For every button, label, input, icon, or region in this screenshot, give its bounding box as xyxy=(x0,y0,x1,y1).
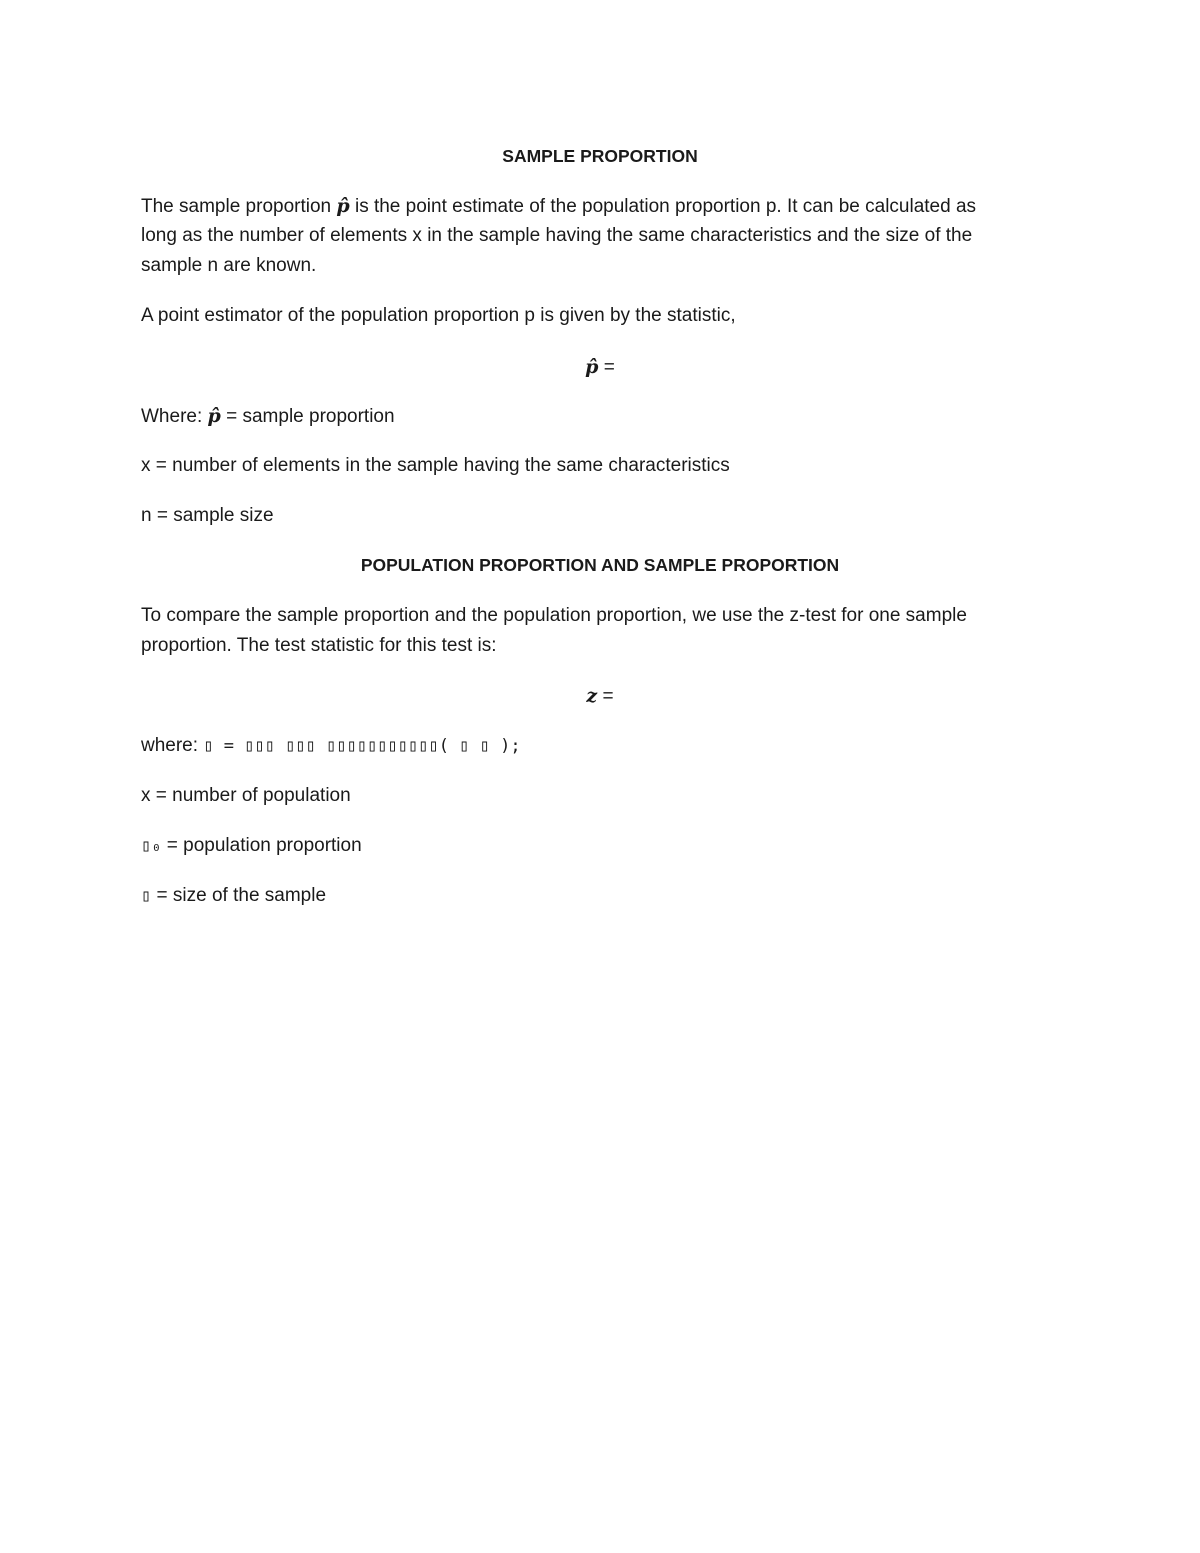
heading-sample-proportion: SAMPLE PROPORTION xyxy=(502,146,698,166)
formula-p-hat xyxy=(0,352,1200,383)
paragraph-intro-line-3: sample n are known. xyxy=(141,255,317,276)
definition-text: = sample proportion xyxy=(220,406,395,427)
definition-x: x = number of elements in the sample having the same characteristics xyxy=(141,455,730,476)
where-p-hat-definition xyxy=(141,401,395,432)
paragraph-estimator: A point estimator of the population proportion p is given by the statistic, xyxy=(141,305,736,326)
paragraph-compare-line-1: To compare the sample proportion and the population proportion, we use the z-test for one sample xyxy=(141,605,967,626)
paragraph-compare-line-2: proportion. The test statistic for this test is: xyxy=(141,635,497,656)
n-symbol: ▯ xyxy=(141,886,152,906)
p-hat-symbol: p̂ xyxy=(336,195,350,217)
p-hat-symbol: p̂ xyxy=(585,356,599,378)
where-z-definition xyxy=(141,731,521,761)
definition-text: = population proportion xyxy=(161,835,362,856)
garbled-formula-text: ▯ = ▯▯▯ ▯▯▯ ▯▯▯▯▯▯▯▯▯▯▯( ▯ ▯ ); xyxy=(203,736,521,756)
p0-symbol: ▯₀ xyxy=(141,836,162,856)
definition-n: n = sample size xyxy=(141,505,274,526)
formula-equals: = xyxy=(597,686,614,707)
intro-text-b: is the point estimate of the population proportion p. It can be calculated as xyxy=(349,196,977,217)
formula-equals: = xyxy=(598,357,615,378)
z-symbol: z xyxy=(586,685,598,707)
where-label: where: xyxy=(141,735,204,756)
formula-z xyxy=(0,681,1200,712)
where-label: Where: xyxy=(141,406,208,427)
definition-x-population: x = number of population xyxy=(141,785,351,806)
paragraph-intro-line-1 xyxy=(141,191,976,222)
paragraph-intro-line-2: long as the number of elements x in the sample having the same characteristics and the size of the xyxy=(141,225,973,246)
definition-text: = size of the sample xyxy=(151,885,327,906)
definition-p0 xyxy=(141,831,362,861)
definition-sample-size xyxy=(141,881,326,911)
heading-population-and-sample-proportion: POPULATION PROPORTION AND SAMPLE PROPORTION xyxy=(360,555,840,575)
p-hat-symbol: p̂ xyxy=(207,405,221,427)
intro-text-a: The sample proportion xyxy=(141,196,337,217)
